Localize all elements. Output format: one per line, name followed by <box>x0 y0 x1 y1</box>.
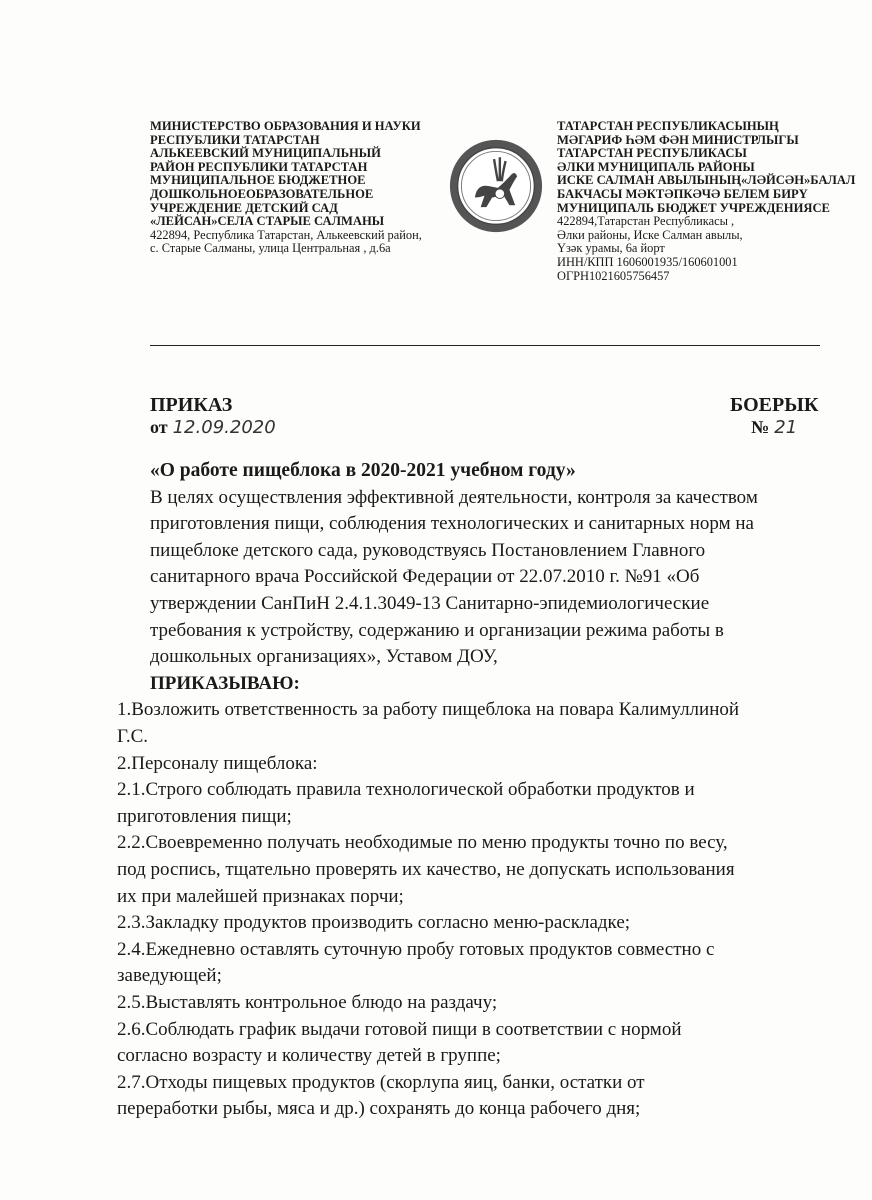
org-name-line: ИСКЕ САЛМАН АВЫЛЫНЫҢ«ЛӘЙСӘН»БАЛАЛ <box>557 173 856 188</box>
header-left <box>150 120 450 256</box>
body-line: 2.3.Закладку продуктов производить согласно меню-раскладке; <box>117 912 631 934</box>
address-line: 422894, Республика Татарстан, Алькеевский район, <box>150 227 422 242</box>
header-right <box>557 120 872 283</box>
org-name-line: МУНИЦИПАЛЬ БЮДЖЕТ УЧРЕЖДЕНИЯСЕ <box>557 200 830 215</box>
org-name-line: РЕСПУБЛИКИ ТАТАРСТАН <box>150 132 320 147</box>
body-line: «О работе пищеблока в 2020-2021 учебном году» <box>150 460 576 481</box>
body-line: под роспись, тщательно проверять их качество, не допускать использования <box>117 859 735 880</box>
order-date: 12.09.2020 <box>172 417 276 438</box>
order-number: 21 <box>774 417 798 438</box>
org-name-line: МУНИЦИПАЛЬНОЕ БЮДЖЕТНОЕ <box>150 173 366 188</box>
body-line: 2.7.Отходы пищевых продуктов (скорлупа яиц, банки, остатки от <box>117 1071 645 1093</box>
org-name-line: БАКЧАСЫ МӘКТӘПКӘЧӘ БЕЛЕМ БИРҮ <box>557 186 808 201</box>
body-line: требования к устройству, содержанию и организации режима работы в <box>150 619 724 641</box>
date-prefix: от <box>150 417 168 437</box>
address-line: 422894,Татарстан Республикасы , <box>557 214 735 229</box>
org-name-line: АЛЬКЕЕВСКИЙ МУНИЦИПАЛЬНЫЙ <box>150 146 381 161</box>
order-title-ru: ПРИКАЗ <box>150 394 233 416</box>
order-title-tt: БОЕРЫК <box>730 394 819 416</box>
address-line: с. Старые Салманы, улица Центральная , д.6а <box>150 241 391 256</box>
header-divider <box>150 345 820 346</box>
body-line: 2.5.Выставлять контрольное блюдо на раздачу; <box>117 992 498 1013</box>
org-name-line: ТАТАРСТАН РЕСПУБЛИКАСЫ <box>557 146 747 161</box>
body-line: В целях осуществления эффективной деятельности, контроля за качеством <box>150 486 758 508</box>
org-name-line: ТАТАРСТАН РЕСПУБЛИКАСЫНЫҢ <box>557 119 779 133</box>
body-line: пищеблоке детского сада, руководствуясь Постановлением Главного <box>150 539 706 561</box>
body-line: переработки рыбы, мяса и др.) сохранять до конца рабочего дня; <box>117 1098 641 1120</box>
org-name-line: ӘЛКИ МУНИЦИПАЛЬ РАЙОНЫ <box>557 159 755 174</box>
body-line: Г.С. <box>117 726 149 747</box>
body-line: 2.2.Своевременно получать необходимые по меню продукты точно по весу, <box>117 832 728 854</box>
tatarstan-emblem-icon <box>448 138 544 234</box>
address-line: ОГРН1021605756457 <box>557 268 670 283</box>
body-line: их при малейшей признаках порчи; <box>117 885 404 907</box>
body-line: заведующей; <box>117 965 222 987</box>
address-line: Әлки районы, Иске Салман авылы, <box>557 227 743 242</box>
org-name-line: ДОШКОЛЬНОЕОБРАЗОВАТЕЛЬНОЕ <box>150 186 374 201</box>
org-name-line: «ЛЕЙСАН»СЕЛА СТАРЫЕ САЛМАНЫ <box>150 214 385 229</box>
org-name-line: УЧРЕЖДЕНИЕ ДЕТСКИЙ САД <box>150 200 338 215</box>
org-name-line: МИНИСТЕРСТВО ОБРАЗОВАНИЯ И НАУКИ <box>150 119 421 133</box>
number-prefix: № <box>751 417 770 437</box>
body-line: ПРИКАЗЫВАЮ: <box>150 672 300 694</box>
body-line: 2.1.Строго соблюдать правила технологической обработки продуктов и <box>117 779 695 801</box>
body-line: приготовления пищи, соблюдения технологических и санитарных норм на <box>150 513 754 535</box>
body-line: санитарного врача Российской Федерации от 22.07.2010 г. №91 «Об <box>150 566 700 588</box>
order-heading-ru <box>150 394 276 439</box>
org-name-line: РАЙОН РЕСПУБЛИКИ ТАТАРСТАН <box>150 159 368 174</box>
body-line: 2.Персоналу пищеблока: <box>117 752 318 774</box>
order-heading-tt <box>730 394 818 439</box>
body-line: 1.Возложить ответственность за работу пищеблока на повара Калимуллиной <box>117 699 740 721</box>
body-line: 2.4.Ежедневно оставлять суточную пробу готовых продуктов совместно с <box>117 938 715 960</box>
body-line: приготовления пищи; <box>117 805 292 827</box>
body-line: дошкольных организациях», Уставом ДОУ, <box>150 646 498 668</box>
address-line: Үзәк урамы, 6а йорт <box>557 241 665 256</box>
body-line: утверждении СанПиН 2.4.1.3049-13 Санитарно-эпидемиологические <box>150 593 710 614</box>
org-name-line: МӘГАРИФ ҺӘМ ФӘН МИНИСТРЛЫГЫ <box>557 132 799 147</box>
body-line: согласно возрасту и количеству детей в группе; <box>117 1045 501 1067</box>
body-line: 2.6.Соблюдать график выдачи готовой пищи в соответствии с нормой <box>117 1018 682 1040</box>
address-line: ИНН/КПП 1606001935/160601001 <box>557 254 738 269</box>
